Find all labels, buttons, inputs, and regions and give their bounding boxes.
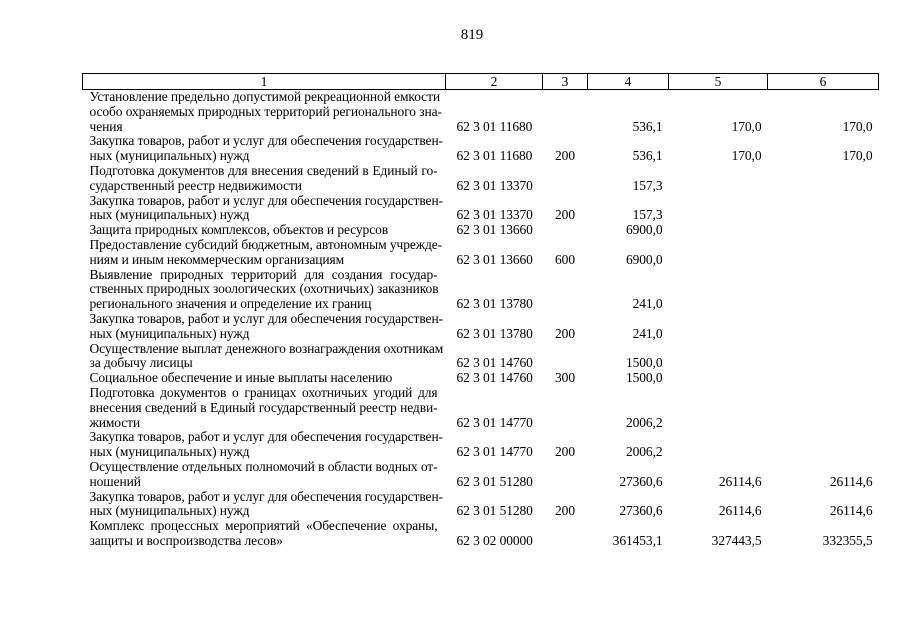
row-description: Защита природных комплексов, объектов и ресурсов [89, 222, 389, 238]
row-amount-col5 [669, 386, 768, 430]
row-code: 62 3 02 00000 [456, 532, 533, 548]
row-amount-col6: 170,0 [842, 118, 873, 134]
row-amount-col4: 6900,0 [625, 222, 663, 238]
page-number: 819 [460, 27, 484, 43]
row-description: Осуществление отдельных полномочий в области водных от- ношений [89, 458, 438, 489]
row-expense-type [543, 342, 588, 372]
row-amount-col6: 26114,6 [829, 473, 873, 489]
row-expense-type [543, 90, 588, 135]
column-header-2: 2 [446, 74, 543, 90]
row-expense-type: 200 [555, 207, 575, 223]
row-code: 62 3 01 13780 [456, 325, 533, 341]
row-expense-type [543, 386, 588, 430]
row-amount-col5 [669, 312, 768, 342]
column-header-6: 6 [768, 74, 879, 90]
row-code: 62 3 01 14770 [456, 444, 533, 460]
row-description: Предоставление субсидий бюджетным, автономным учрежде- ниям и иным некоммерческим организациям [89, 236, 443, 267]
row-amount-col6: 332355,5 [822, 532, 873, 548]
row-amount-col4: 2006,2 [625, 414, 663, 430]
row-amount-col4: 1500,0 [625, 370, 663, 386]
table-row [83, 134, 879, 164]
column-header-4: 4 [588, 74, 669, 90]
row-code: 62 3 01 13660 [456, 251, 533, 267]
row-description: Социальное обеспечение и иные выплаты населению [89, 370, 393, 386]
row-description: Закупка товаров, работ и услуг для обеспечения государствен- ных (муниципальных) нужд [89, 133, 443, 164]
row-amount-col4: 241,0 [632, 296, 663, 312]
table-row [83, 371, 879, 386]
table-row [83, 342, 879, 372]
row-expense-type: 600 [555, 251, 575, 267]
row-amount-col5 [669, 430, 768, 460]
row-expense-type: 300 [555, 370, 575, 386]
table-row [83, 490, 879, 520]
row-expense-type [543, 268, 588, 312]
table-row [83, 386, 879, 430]
row-amount-col5: 170,0 [731, 118, 762, 134]
row-amount-col5 [669, 342, 768, 372]
row-amount-col5 [669, 194, 768, 224]
row-amount-col4: 27360,6 [619, 473, 663, 489]
row-description: Выявление природных территорий для создания государ- ственных природных зоологических (охотничьих) заказников регионального значения и определение их границ [89, 266, 439, 312]
row-amount-col4: 157,3 [632, 207, 663, 223]
row-amount-col4: 27360,6 [619, 503, 663, 519]
row-amount-col5: 327443,5 [711, 532, 762, 548]
row-description: Осуществление выплат денежного вознаграждения охотникам за добычу лисицы [89, 340, 444, 371]
row-amount-col6 [768, 268, 879, 312]
row-amount-col6 [768, 430, 879, 460]
row-code: 62 3 01 13780 [456, 296, 533, 312]
row-amount-col5: 170,0 [731, 148, 762, 164]
table-row [83, 460, 879, 490]
table-row [83, 519, 879, 549]
column-header-3: 3 [543, 74, 588, 90]
column-header-1: 1 [83, 74, 446, 90]
table-row [83, 223, 879, 238]
table-body [83, 90, 879, 549]
row-description: Закупка товаров, работ и услуг для обеспечения государствен- ных (муниципальных) нужд [89, 310, 443, 341]
row-code: 62 3 01 51280 [456, 473, 533, 489]
row-code: 62 3 01 11680 [456, 118, 533, 134]
row-expense-type: 200 [555, 148, 575, 164]
table-row [83, 430, 879, 460]
row-amount-col5 [669, 371, 768, 386]
row-expense-type: 200 [555, 325, 575, 341]
row-amount-col5 [669, 238, 768, 268]
row-code: 62 3 01 13370 [456, 177, 533, 193]
row-amount-col6 [768, 164, 879, 194]
row-amount-col5 [669, 268, 768, 312]
row-amount-col6 [768, 194, 879, 224]
table-row [83, 194, 879, 224]
table-row [83, 164, 879, 194]
row-amount-col5 [669, 223, 768, 238]
row-expense-type [543, 519, 588, 549]
row-code: 62 3 01 14770 [456, 414, 533, 430]
row-description: Подготовка документов для внесения сведений в Единый го- сударственный реестр недвижимости [89, 162, 438, 193]
budget-table [82, 73, 879, 549]
table-header [83, 74, 879, 90]
row-amount-col4: 1500,0 [625, 355, 663, 371]
row-description: Закупка товаров, работ и услуг для обеспечения государствен- ных (муниципальных) нужд [89, 488, 443, 519]
row-amount-col6 [768, 342, 879, 372]
row-amount-col6 [768, 312, 879, 342]
row-description: Закупка товаров, работ и услуг для обеспечения государствен- ных (муниципальных) нужд [89, 429, 443, 460]
row-amount-col4: 241,0 [632, 325, 663, 341]
row-description: Закупка товаров, работ и услуг для обеспечения государствен- ных (муниципальных) нужд [89, 192, 443, 223]
row-amount-col6 [768, 386, 879, 430]
row-amount-col6 [768, 223, 879, 238]
row-description: Подготовка документов о границах охотничьих угодий для внесения сведений в Единый государственный реестр недви- жимости [89, 384, 438, 430]
row-code: 62 3 01 51280 [456, 503, 533, 519]
table-header-row [83, 74, 879, 90]
row-expense-type [543, 164, 588, 194]
row-amount-col4: 536,1 [632, 118, 663, 134]
row-amount-col4: 6900,0 [625, 251, 663, 267]
row-expense-type: 200 [555, 444, 575, 460]
row-expense-type: 200 [555, 503, 575, 519]
row-expense-type [543, 223, 588, 238]
row-code: 62 3 01 13370 [456, 207, 533, 223]
column-header-5: 5 [669, 74, 768, 90]
row-code: 62 3 01 14760 [456, 355, 533, 371]
table-row [83, 90, 879, 135]
row-amount-col6: 170,0 [842, 148, 873, 164]
row-code: 62 3 01 13660 [456, 222, 533, 238]
row-amount-col5: 26114,6 [718, 473, 762, 489]
row-amount-col4: 361453,1 [612, 532, 663, 548]
row-amount-col6 [768, 238, 879, 268]
table-row [83, 238, 879, 268]
row-expense-type [543, 460, 588, 490]
row-amount-col6: 26114,6 [829, 503, 873, 519]
row-code: 62 3 01 11680 [456, 148, 533, 164]
row-amount-col4: 157,3 [632, 177, 663, 193]
row-amount-col6 [768, 371, 879, 386]
row-amount-col5: 26114,6 [718, 503, 762, 519]
row-description: Комплекс процессных мероприятий «Обеспечение охраны, защиты и воспроизводства лесов» [89, 518, 438, 548]
row-amount-col4: 2006,2 [625, 444, 663, 460]
row-description: Установление предельно допустимой рекреационной емкости особо охраняемых природных территорий регионального зна- чения [89, 89, 442, 134]
row-amount-col5 [669, 164, 768, 194]
row-code: 62 3 01 14760 [456, 370, 533, 386]
table-row [83, 268, 879, 312]
row-amount-col4: 536,1 [632, 148, 663, 164]
table-row [83, 312, 879, 342]
